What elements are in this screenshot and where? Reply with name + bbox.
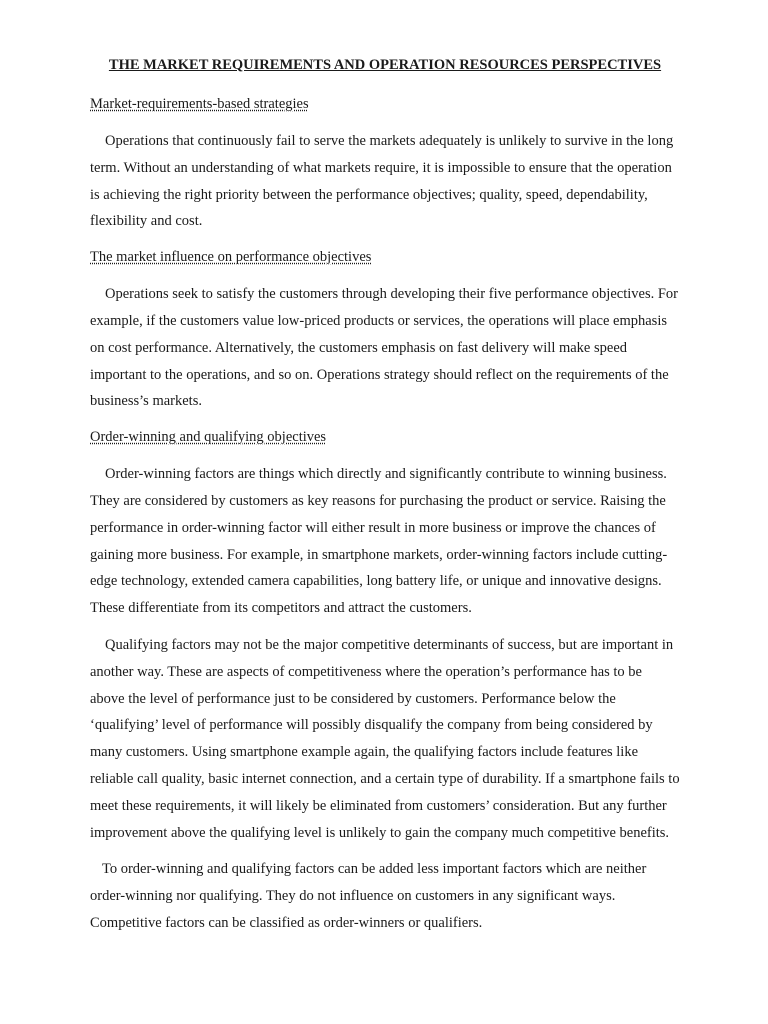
document-page	[90, 53, 680, 947]
paragraph: Order-winning factors are things which directly and significantly contribute to winning business. They are considered by customers as key reasons for purchasing the product or service. Raising the performance in order-winning factor will either result in more business or improve the chances of gaining more business. For example, in smartphone markets, order-winning factors include cutting-edge technology, extended camera capabilities, long battery life, or unique and innovative designs. These differentiate from its competitors and attract the customers.	[90, 466, 668, 617]
paragraph: Operations seek to satisfy the customers through developing their five performance objectives. For example, if the customers value low-priced products or services, the operations will place emphasis on cost performance. Alternatively, the customers emphasis on fast delivery will make speed important to the operations, and so on. Operations strategy should reflect on the requirements of the business’s markets.	[90, 286, 678, 410]
paragraph: To order-winning and qualifying factors can be added less important factors which are neither order-winning nor qualifying. They do not influence on customers in any significant ways. Competitive factors can be classified as order-winners or qualifiers.	[90, 861, 647, 931]
paragraph: Operations that continuously fail to serve the markets adequately is unlikely to survive in the long term. Without an understanding of what markets require, it is impossible to ensure that the operation is achieving the right priority between the performance objectives; quality, speed, dependability, flexibility and cost.	[90, 133, 674, 230]
section-heading-order-winning: Order-winning and qualifying objectives	[90, 429, 327, 446]
section-heading-market-requirements: Market-requirements-based strategies	[90, 96, 309, 112]
document-title: THE MARKET REQUIREMENTS AND OPERATION RESOURCES PERSPECTIVES	[108, 57, 662, 73]
paragraph: Qualifying factors may not be the major competitive determinants of success, but are important in another way. These are aspects of competitiveness where the operation’s performance has to be above the level of performance just to be considered by customers. Performance below the ‘qualifying’ level of performance will possibly disqualify the company from being considered by many customers. Using smartphone example again, the qualifying factors include features like reliable call quality, basic internet connection, and a certain type of durability. If a smartphone fails to meet these requirements, it will likely be eliminated from customers’ consideration. But any further improvement above the qualifying level is unlikely to gain the company much competitive benefits.	[90, 636, 680, 841]
section-heading-market-influence: The market influence on performance objectives	[90, 249, 372, 266]
